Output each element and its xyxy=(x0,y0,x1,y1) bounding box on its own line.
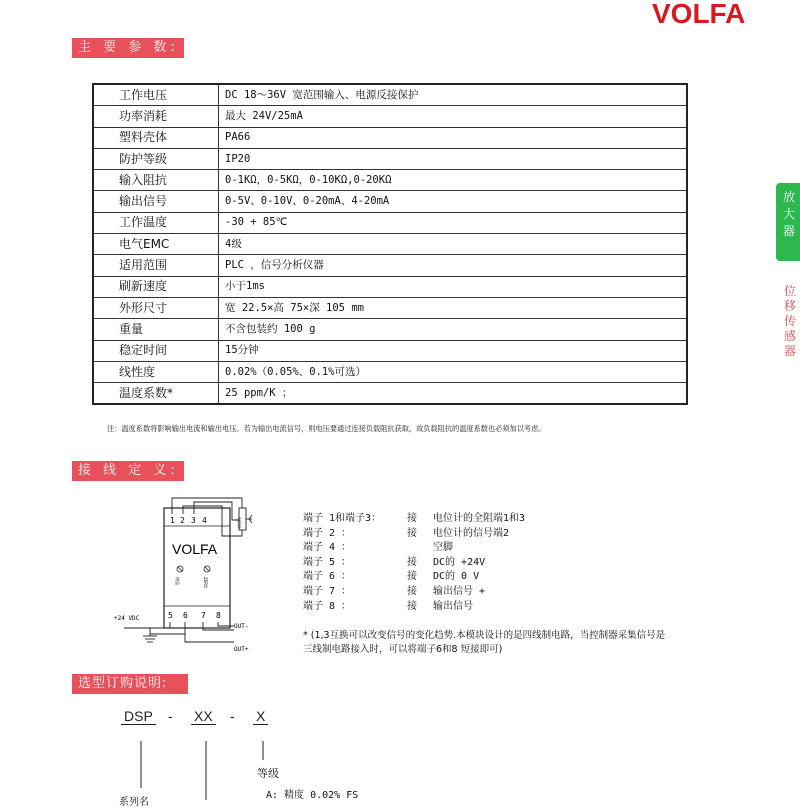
wiring-cell-a: 端子 5 ： xyxy=(303,556,352,568)
param-row xyxy=(93,361,687,382)
param-value: 25 ppm/K ； xyxy=(219,383,688,405)
order-code-range: XX xyxy=(191,708,216,724)
param-row xyxy=(93,276,687,297)
param-key: 适用范围 xyxy=(93,255,219,276)
param-row xyxy=(93,148,687,169)
param-key: 外形尺寸 xyxy=(93,297,219,318)
wiring-cell-a: 端子 1和端子3： xyxy=(303,513,382,524)
wiring-cell-b: 接 xyxy=(407,556,417,568)
section-header-main-params: 主 要 参 数: xyxy=(72,38,184,58)
param-value: 0-5V、0-10V、0-20mA、4-20mA xyxy=(219,191,688,212)
param-key: 温度系数* xyxy=(93,383,219,405)
param-value: -30 + 85℃ xyxy=(219,212,688,233)
parameter-table xyxy=(92,83,688,405)
temperature-coefficient-note: 注：温度系数将影响输出电流和输出电压。若为输出电流信号，则电压要通过连接负载阻抗获取，故负载阻抗的温度系数也必须加以考虑。 xyxy=(107,424,546,433)
supply-label: +24 VDC xyxy=(114,615,140,622)
side-tab-displacement-sensor-label: 位 移 传 感 器 xyxy=(783,284,796,358)
param-key: 功率消耗 xyxy=(93,106,219,127)
wiring-cell-c: DC的 0 V xyxy=(433,571,480,583)
param-row xyxy=(93,297,687,318)
param-value: PLC ，信号分析仪器 xyxy=(219,255,688,276)
param-key: 刷新速度 xyxy=(93,276,219,297)
out-minus-label: OUT- xyxy=(234,623,249,630)
brand-logo: VOLFA xyxy=(652,0,746,29)
pin-label-1: 1 xyxy=(170,516,175,525)
wiring-cell-b: 接 xyxy=(407,585,417,597)
param-row xyxy=(93,255,687,276)
wiring-cell-a: 端子 6 ： xyxy=(303,571,352,583)
param-key: 电气EMC xyxy=(93,234,219,255)
wiring-note-line-2: 三线制电路接入时，可以将端子6和8 短接即可) xyxy=(303,644,503,655)
wiring-cell-c: 电位计的全阻端1和3 xyxy=(433,513,526,524)
wiring-cell-c: DC的 +24V xyxy=(433,556,486,568)
param-key: 输入阻抗 xyxy=(93,170,219,191)
wiring-cell-a: 端子 7 ： xyxy=(303,585,352,597)
wiring-cell-c: 输出信号 + xyxy=(433,585,486,597)
wiring-note xyxy=(303,629,665,657)
wiring-cell-c: 电位计的信号端2 xyxy=(433,527,510,539)
side-tab-amplifier[interactable] xyxy=(776,183,800,261)
param-row xyxy=(93,340,687,361)
pin-label-4: 4 xyxy=(202,516,207,525)
param-value: 0-1KΩ，0-5KΩ，0-10KΩ,0-20KΩ xyxy=(219,170,688,191)
param-value: 最大 24V/25mA xyxy=(219,106,688,127)
param-value: 不含包装约 100 g xyxy=(219,319,688,340)
param-row xyxy=(93,191,687,212)
param-value: 4级 xyxy=(219,234,688,255)
param-row xyxy=(93,84,687,106)
potentiometer-label: 电位计 xyxy=(237,517,242,529)
param-key: 塑料壳体 xyxy=(93,127,219,148)
wiring-cell-b: 接 xyxy=(407,571,417,583)
param-key: 重量 xyxy=(93,319,219,340)
wiring-cell-b: 接 xyxy=(407,600,417,612)
series-name-label: 系列名 xyxy=(119,797,149,808)
wiring-note-line-1: * (1,3互换可以改变信号的变化趋势.本模块设计的是四线制电路，当控制器采集信号是 xyxy=(303,630,666,641)
module-logo: VOLFA xyxy=(172,541,218,557)
wiring-cell-c: 输出信号 xyxy=(433,600,473,612)
param-value: DC 18～36V 宽范围输入、电源反接保护 xyxy=(219,84,688,106)
side-tab-amplifier-label: 放 大 器 xyxy=(782,190,795,238)
param-value: 0.02%（0.05%、0.1%可选） xyxy=(219,361,688,382)
out-plus-label: OUT+ xyxy=(234,646,249,653)
param-row xyxy=(93,319,687,340)
order-code-grade: X xyxy=(253,708,268,724)
order-code-separator-2: - xyxy=(230,708,235,724)
pin-label-3: 3 xyxy=(191,516,196,525)
pin-label-7: 7 xyxy=(201,611,206,620)
param-key: 防护等级 xyxy=(93,148,219,169)
pin-label-8: 8 xyxy=(216,611,221,620)
pin-label-2: 2 xyxy=(180,516,185,525)
param-key: 稳定时间 xyxy=(93,340,219,361)
param-row xyxy=(93,127,687,148)
gain-knob-label: 增益 xyxy=(175,577,180,585)
wiring-cell-b: 接 xyxy=(407,527,417,539)
grade-a-description: A: 精度 0.02% FS xyxy=(266,790,359,801)
order-code-series: DSP xyxy=(121,708,156,724)
param-value: IP20 xyxy=(219,148,688,169)
param-value: 15分钟 xyxy=(219,340,688,361)
section-header-wiring: 接 线 定 义: xyxy=(72,461,184,481)
wiring-cell-b: 接 xyxy=(407,513,417,524)
side-tab-displacement-sensor[interactable] xyxy=(781,284,799,359)
param-value: PA66 xyxy=(219,127,688,148)
section-header-order: 选型订购说明: xyxy=(72,674,188,694)
param-row xyxy=(93,212,687,233)
param-row xyxy=(93,106,687,127)
grade-label: 等级 xyxy=(257,767,279,780)
wiring-diagram xyxy=(110,488,310,658)
param-row xyxy=(93,234,687,255)
param-key: 工作电压 xyxy=(93,84,219,106)
pin-label-5: 5 xyxy=(168,611,173,620)
param-key: 工作温度 xyxy=(93,212,219,233)
param-row xyxy=(93,383,687,405)
param-value: 宽 22.5×高 75×深 105 mm xyxy=(219,297,688,318)
param-key: 线性度 xyxy=(93,361,219,382)
order-code-separator-1: - xyxy=(168,708,173,724)
wiring-cell-a: 端子 4 ： xyxy=(303,542,352,554)
wiring-cell-c: 空脚 xyxy=(433,542,453,554)
pin-label-6: 6 xyxy=(183,611,188,620)
param-row xyxy=(93,170,687,191)
zero-knob-label: ZERO xyxy=(203,577,208,589)
wiring-cell-a: 端子 2 ： xyxy=(303,527,352,539)
param-value: 小于1ms xyxy=(219,276,688,297)
param-key: 输出信号 xyxy=(93,191,219,212)
wiring-cell-a: 端子 8 ： xyxy=(303,600,352,612)
